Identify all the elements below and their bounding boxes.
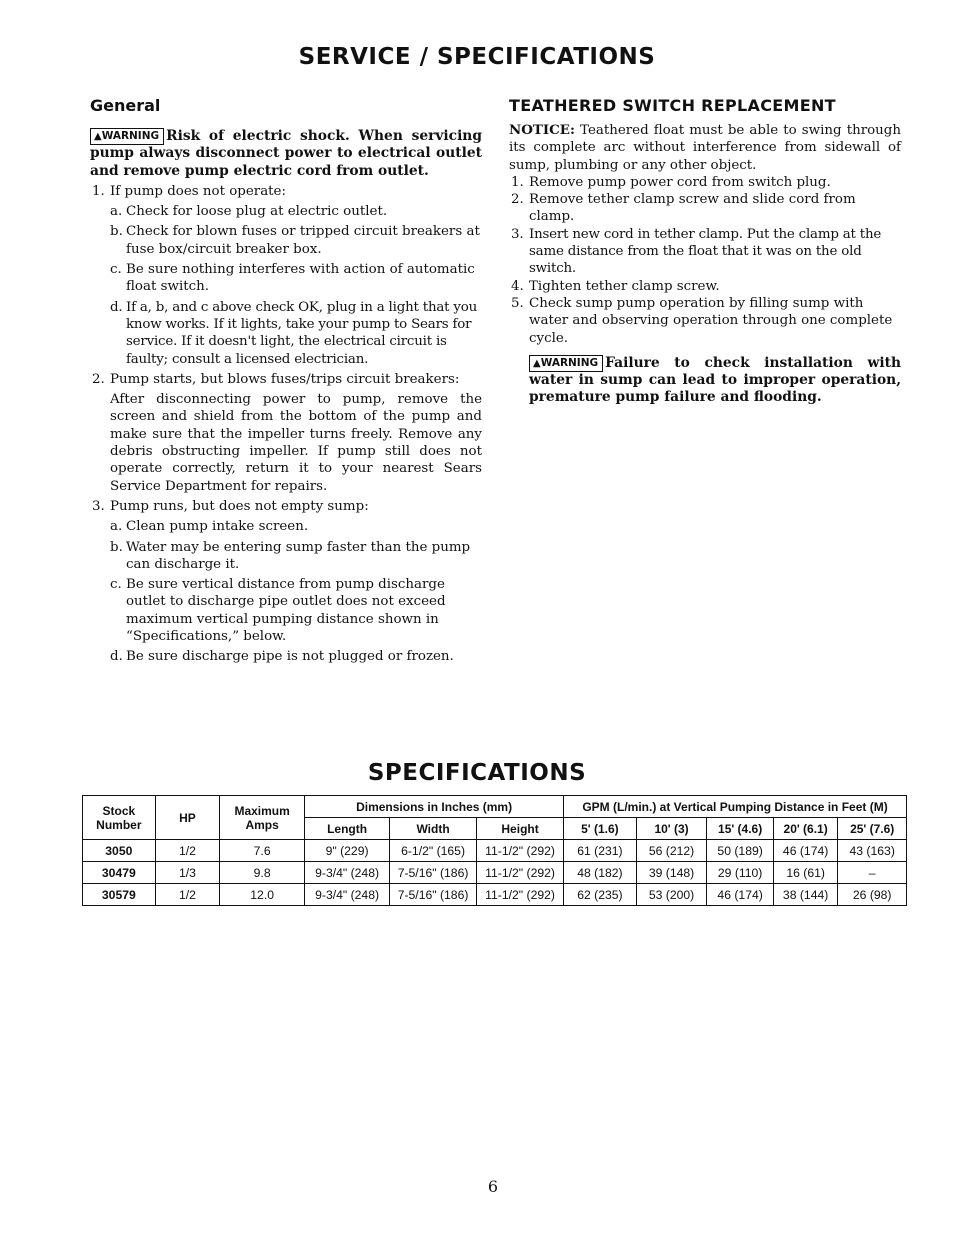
- cell-gpm-5ft: 61 (231): [564, 840, 637, 862]
- cell-length: 9-3/4" (248): [305, 884, 390, 906]
- notice-paragraph: NOTICE: Teathered float must be able to swing through its complete arc without interference from sidewall of sump, plumbing or any other object.: [509, 122, 901, 173]
- col-header-10ft: 10' (3): [636, 818, 707, 840]
- sub-item: c. Be sure vertical distance from pump discharge outlet to discharge pipe outlet does not exceed maximum vertical pumping distance shown in “Specifications,” below.: [110, 577, 446, 645]
- cell-gpm-20ft: 46 (174): [773, 840, 837, 862]
- cell-gpm-10ft: 56 (212): [636, 840, 707, 862]
- cell-width: 7-5/16" (186): [390, 884, 477, 906]
- warning-text: Failure to check installation with water in sump can lead to improper operation, premature pump failure and flooding.: [529, 354, 901, 406]
- cell-length: 9-3/4" (248): [305, 862, 390, 884]
- list-item: 5. Check sump pump operation by filling sump with water and observing operation through one complete cycle.: [511, 295, 893, 346]
- cell-hp: 1/3: [155, 862, 219, 884]
- cell-stock: 30579: [83, 884, 156, 906]
- col-header-height: Height: [477, 818, 564, 840]
- cell-gpm-5ft: 48 (182): [564, 862, 637, 884]
- specifications-title: SPECIFICATIONS: [367, 760, 587, 786]
- cell-height: 11-1/2" (292): [477, 840, 564, 862]
- cell-amps: 12.0: [220, 884, 305, 906]
- cell-amps: 7.6: [220, 840, 305, 862]
- cell-gpm-5ft: 62 (235): [564, 884, 637, 906]
- cell-hp: 1/2: [155, 884, 219, 906]
- cell-width: 6-1/2" (165): [390, 840, 477, 862]
- general-heading: General: [90, 96, 161, 115]
- cell-length: 9" (229): [305, 840, 390, 862]
- cell-gpm-10ft: 53 (200): [636, 884, 707, 906]
- warning-badge: [90, 128, 164, 145]
- sub-item: c. Be sure nothing interferes with action of automatic float switch.: [110, 262, 475, 295]
- cell-width: 7-5/16" (186): [390, 862, 477, 884]
- list-item: 3. Pump runs, but does not empty sump:: [92, 498, 369, 514]
- tethered-switch-section: [509, 122, 901, 407]
- cell-gpm-25ft: 26 (98): [838, 884, 907, 906]
- list-item: 4. Tighten tether clamp screw.: [511, 278, 720, 294]
- col-header-length: Length: [305, 818, 390, 840]
- cell-gpm-25ft: –: [838, 862, 907, 884]
- cell-height: 11-1/2" (292): [477, 884, 564, 906]
- sub-item: b. Check for blown fuses or tripped circuit breakers at fuse box/circuit breaker box.: [110, 224, 480, 257]
- cell-gpm-10ft: 39 (148): [636, 862, 707, 884]
- list-item: 2. Pump starts, but blows fuses/trips circuit breakers:: [92, 371, 460, 387]
- table-row: [83, 884, 907, 906]
- list-paragraph: After disconnecting power to pump, remove the screen and shield from the bottom of the pump and make sure that the impeller turns freely. Remove any debris obstructing impeller. If pump still does not operate correctly, return it to your nearest Sears Service Department for repairs.: [110, 392, 482, 494]
- col-header-25ft: 25' (7.6): [838, 818, 907, 840]
- tethered-warning: [509, 355, 901, 407]
- col-header-stock: Stock Number: [83, 796, 156, 840]
- list-item: 3. Insert new cord in tether clamp. Put the clamp at the same distance from the float that it was on the old switch.: [511, 226, 882, 277]
- list-item: 1. Remove pump power cord from switch plug.: [511, 174, 831, 190]
- col-header-20ft: 20' (6.1): [773, 818, 837, 840]
- tethered-switch-heading: TEATHERED SWITCH REPLACEMENT: [509, 96, 836, 115]
- cell-gpm-25ft: 43 (163): [838, 840, 907, 862]
- cell-gpm-15ft: 50 (189): [707, 840, 774, 862]
- warning-triangle-icon: ▲: [533, 357, 541, 369]
- col-header-gpm: GPM (L/min.) at Vertical Pumping Distance in Feet (M): [564, 796, 907, 818]
- notice-label: NOTICE:: [509, 122, 575, 138]
- list-item: 1. If pump does not operate:: [92, 183, 286, 199]
- cell-gpm-20ft: 16 (61): [773, 862, 837, 884]
- sub-item: d. If a, b, and c above check OK, plug in a light that you know works. If it lights, take your pump to Sears for service. If it doesn't light, the electrical circuit is faulty; consult a licensed electrician.: [110, 299, 478, 367]
- warning-label: WARNING: [101, 130, 160, 142]
- col-header-dimensions: Dimensions in Inches (mm): [305, 796, 564, 818]
- warning-badge: [529, 355, 603, 372]
- col-header-hp: HP: [155, 796, 219, 840]
- cell-stock: 3050: [83, 840, 156, 862]
- list-item: 2. Remove tether clamp screw and slide cord from clamp.: [511, 192, 856, 225]
- cell-gpm-20ft: 38 (144): [773, 884, 837, 906]
- col-header-amps: Maximum Amps: [220, 796, 305, 840]
- col-header-15ft: 15' (4.6): [707, 818, 774, 840]
- specifications-table: [82, 795, 907, 906]
- cell-gpm-15ft: 29 (110): [707, 862, 774, 884]
- sub-item: b. Water may be entering sump faster than the pump can discharge it.: [110, 539, 471, 572]
- table-row: [83, 862, 907, 884]
- sub-item: d. Be sure discharge pipe is not plugged or frozen.: [110, 649, 454, 665]
- col-header-width: Width: [390, 818, 477, 840]
- table-row: [83, 840, 907, 862]
- cell-stock: 30479: [83, 862, 156, 884]
- cell-hp: 1/2: [155, 840, 219, 862]
- col-header-5ft: 5' (1.6): [564, 818, 637, 840]
- warning-label: WARNING: [540, 356, 599, 369]
- table-header-row: [83, 796, 907, 818]
- general-warning: [90, 128, 482, 180]
- sub-item: a. Check for loose plug at electric outlet.: [110, 204, 388, 220]
- cell-amps: 9.8: [220, 862, 305, 884]
- page-title: SERVICE / SPECIFICATIONS: [298, 44, 656, 70]
- sub-item: a. Clean pump intake screen.: [110, 519, 309, 535]
- cell-gpm-15ft: 46 (174): [707, 884, 774, 906]
- warning-text: Risk of electric shock. When servicing pump always disconnect power to electrical outlet and remove pump electric cord from outlet.: [90, 128, 482, 179]
- general-section: [90, 128, 482, 666]
- warning-triangle-icon: ▲: [94, 131, 102, 142]
- page-number: 6: [487, 1177, 499, 1196]
- cell-height: 11-1/2" (292): [477, 862, 564, 884]
